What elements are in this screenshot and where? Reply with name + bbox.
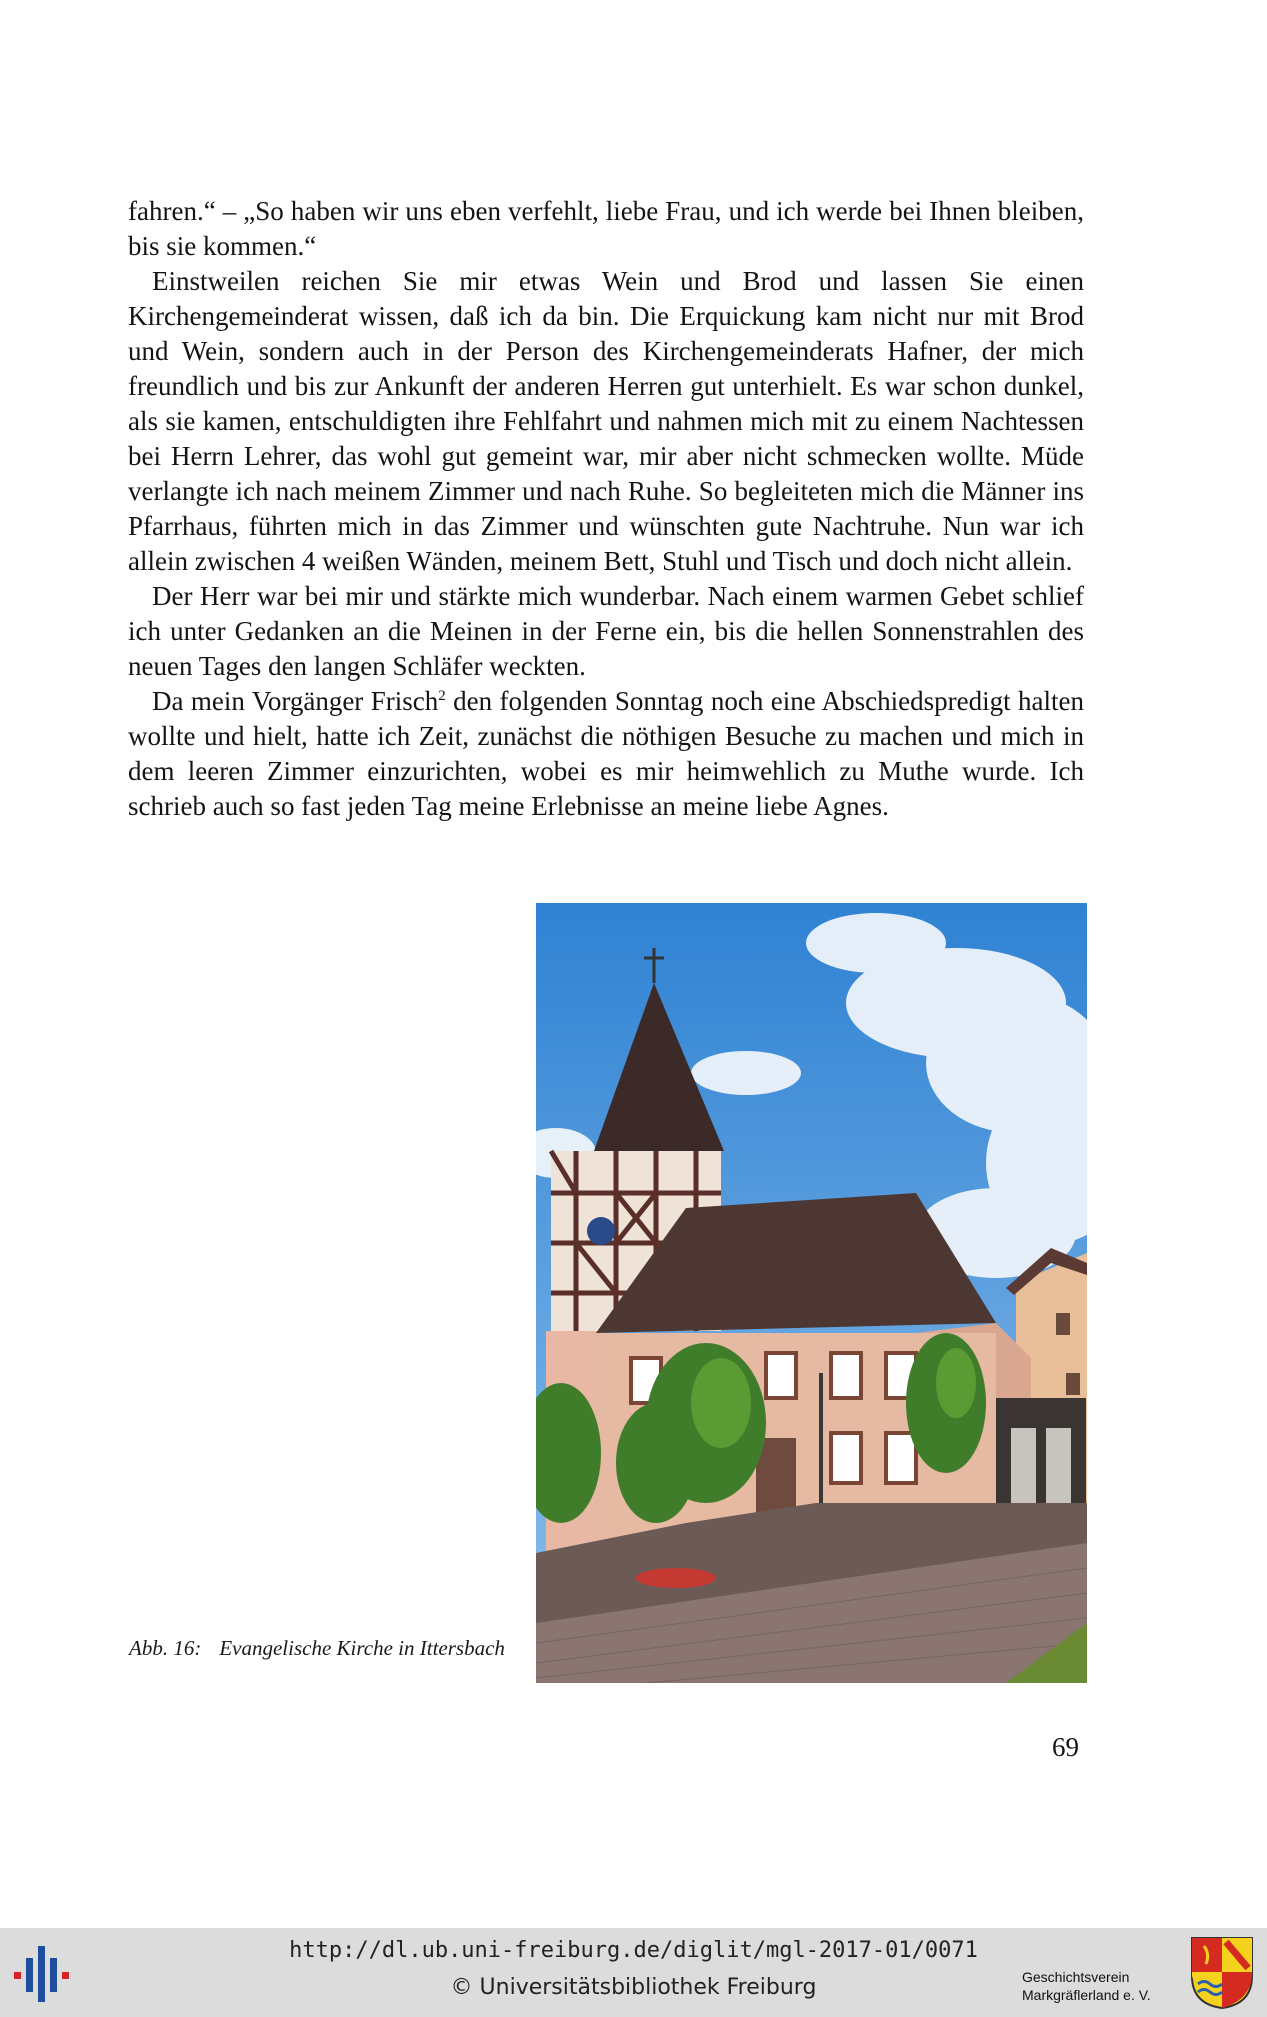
footer-url (0, 1938, 1267, 1963)
society-name-line2: Markgräflerland e. V. (1022, 1987, 1151, 2003)
body-text (128, 194, 1084, 824)
body-paragraph (128, 264, 1084, 579)
paragraph-text: den folgenden Sonntag noch eine Abschiedspredigt halten wollte und hielt, hatte ich Zeit, zunächst die nöthigen Besuche zu machen und mich in dem leeren Zimmer einzurichten, wobei es mir heimwehlich zu Muthe wurde. Ich schrieb auch so fast jeden Tag meine Erlebnisse an meine liebe Agnes. (128, 686, 1084, 821)
body-paragraph (128, 684, 1084, 824)
figure-caption-text: Evangelische Kirche in Ittersbach (219, 1636, 505, 1660)
society-name-line1: Geschichtsverein (1022, 1969, 1130, 1985)
paragraph-text: Einstweilen reichen Sie mir etwas Wein und Brod und lassen Sie einen Kirchengemeinderat wissen, daß ich da bin. Die Erquickung kam nicht nur mit Brod und Wein, sondern auch in der Person des Kirchengemeinderats Hafner, der mich freundlich und bis zur Ankunft der anderen Herren gut unterhielt. Es war schon dunkel, als sie kamen, entschuldigten ihre Fehlfahrt und nahmen mich mit zu einem Nachtessen bei Herrn Lehrer, das wohl gut gemeint war, mir aber nicht schmecken wollte. Müde verlangte ich nach meinem Zimmer und nach Ruhe. So begleiteten mich die Männer ins Pfarrhaus, führten mich in das Zimmer und wünschten gute Nachtruhe. Nun war ich allein zwischen 4 weißen Wänden, meinem Bett, Stuhl und Tisch und doch nicht allein. (128, 266, 1084, 576)
page-number: 69 (1052, 1732, 1079, 1762)
paragraph-text: Da mein Vorgänger Frisch (152, 686, 439, 716)
society-crest-icon (1190, 1936, 1254, 2010)
footer-copyright: © Universitätsbibliothek Freiburg (450, 1975, 817, 2000)
body-paragraph (128, 579, 1084, 684)
church-photo (536, 903, 1087, 1683)
footer-bar (0, 1928, 1267, 2017)
figure-caption (129, 1635, 509, 1662)
paragraph-text: fahren.“ – „So haben wir uns eben verfehlt, liebe Frau, und ich werde bei Ihnen bleiben, bis sie kommen.“ (128, 196, 1084, 261)
church-photo-image (536, 903, 1087, 1683)
figure-caption-label: Abb. 16: (129, 1636, 202, 1660)
body-paragraph (128, 194, 1084, 264)
paragraph-text: Der Herr war bei mir und stärkte mich wunderbar. Nach einem warmen Gebet schlief ich unter Gedanken an die Meinen in der Ferne ein, bis die hellen Sonnenstrahlen des neuen Tages den langen Schläfer weckten. (128, 581, 1084, 681)
footnote-marker: 2 (438, 688, 446, 704)
footer-url-link[interactable]: http://dl.ub.uni-freiburg.de/diglit/mgl-2017-01/0071 (289, 1938, 978, 1963)
society-name (1022, 1968, 1172, 2004)
